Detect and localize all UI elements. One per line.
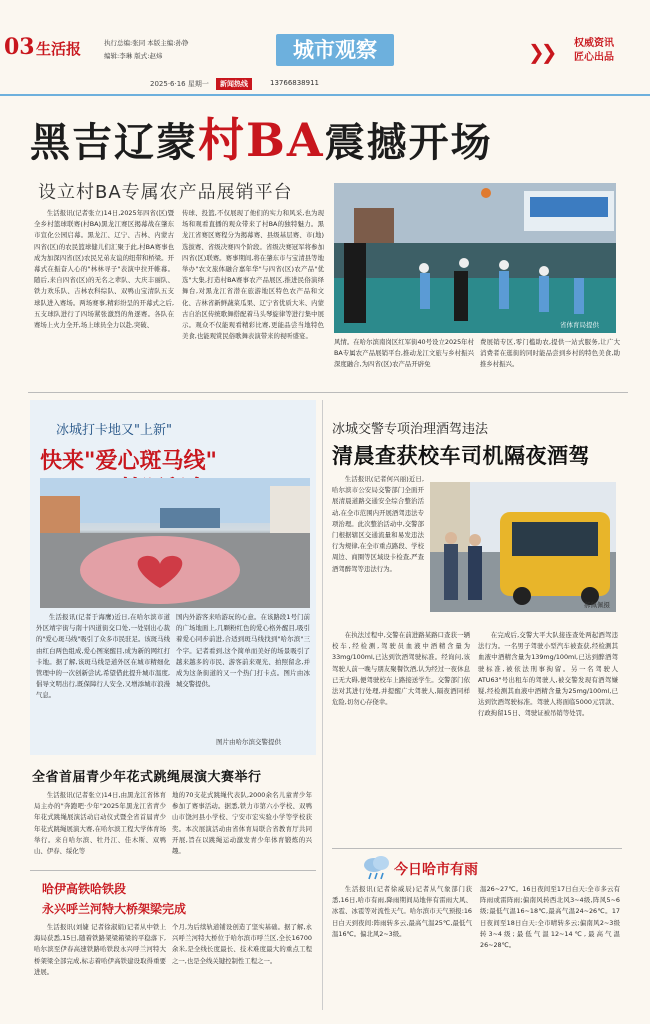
article1-text-3: 风情。在哈尔滨南岗区红军街40号设立2025年村BA专属农产品展销平台,推动龙江文旅与乡村振兴深度融合,为四省(区)农产品开辟免 [334,338,474,369]
article3-text-3: 在完成后,交警大平大队接连查处两起酒驾违法行为。一名男子驾驶小型汽车被查获,经检测其血液中酒精含量为139mg/100ml,已达到醉酒驾驶标准,被依法刑事拘留。另一名驾驶人ATU63"号出租车的驾驶人,被交警发现有酒驾嫌疑,经检测其血液中酒精含量为25mg/100ml,已达到饮酒驾驶标准。驾驶人将面临5000元罚款、行政拘留15日、驾驶证被吊销等处罚。 [478,631,618,718]
article1-column-3 [334,337,474,385]
photo1-caption: 省体育局提供 [560,321,599,329]
article5-column-2 [172,922,312,1014]
issue-date: 2025·6·16 星期一 [150,80,209,88]
article1-subhead: 设立村BA专属农产品展销平台 [38,182,293,203]
weather-divider [332,848,622,849]
masthead-rule [0,94,650,96]
weather-text-1: 生活报讯(记者徐威辰)记者从气象部门获悉,16日,哈市有雨,降雨期间局地伴有雷雨大风、冰雹、冰雹等对流性天气。哈尔滨市天气预报:16日白天到夜间:阵雨转多云,最高气温25℃,最低气温16℃。偏北风2~3级。 [332,885,472,938]
article2-headline-line1: 快来"爱心斑马线" [40,449,217,474]
article4-text-1: 生活报讯(记者张立)14日,由黑龙江省体育局主办的"奔跑吧·少年"2025年黑龙江省青少年花式跳绳展演活动启动仪式暨全省首届青少年花式跳绳展演大赛,在哈尔滨工程大学体育场举行。来自哈尔滨、牡丹江、佳木斯、双鸭山、伊春、绥化等 [34,791,166,856]
weather-text-2: 温26~27℃。16日夜间至17日白天:全市多云有阵雨或雷阵雨;偏南风转西北风3~4级,阵风5~6级;最低气温16~18℃,最高气温24~26℃。17日夜间至18日白天:全市晴转多云;偏南风2~3级转3~4级;最低气温12~14℃,最高气温26~28℃。 [480,885,620,950]
section-title: 城市观察 [276,34,394,66]
headline-highlight: 村BA [198,113,325,167]
headline-pre: 黑吉辽蒙 [30,119,198,166]
slogan-line1: 权威资讯 [574,38,614,49]
column-divider [322,400,323,1010]
weather-headline: 今日哈市有雨 [394,862,478,878]
article2-kicker: 冰城打卡地又"上新" [56,423,172,438]
article4-divider [30,870,316,871]
article5-headline-line1: 哈伊高铁哈铁段 [42,882,127,896]
article4-headline: 全省首届青少年花式跳绳展演大赛举行 [32,770,262,785]
article3-intro-column [332,474,424,626]
section-divider [28,392,628,393]
article2-text-2: 国内外游客来哈游玩的心意。在该路段1号门前的广场地面上,几颗粉红色的爱心格外醒目,吸引着爱心同步前进,合适到斑马线找到"哈尔滨"三个字。记者看到,这个简单而美好的场景吸引了越来越多的市民、游客前来观光、拍照留念,并成为这条街道的又一个热门打卡点。图片由冰城交警提供。 [176,613,310,689]
article2-column-2 [176,612,310,736]
school-bus-checkpoint-photo [430,482,616,612]
article1-headline [30,104,630,170]
editor-credits [104,37,254,63]
weather-column-1 [332,884,472,1014]
chevron-right-icon: ❯❯ [528,40,554,64]
basketball-game-photo [334,183,616,333]
article5-column-1 [34,922,166,1014]
weather-column-2 [480,884,620,1014]
article1-text-1: 生活报讯(记者张立)14日,2025年四省(区)暨全乡村篮球联赛(村BA)黑龙江赛区揭幕战在肇东市宣化公园启幕。黑龙江、辽宁、吉林、内蒙古四省(区)的农民篮球健儿们汇聚于此,村BA赛事也成为加深四省(区)农民兄弟友谊的纽带和桥梁。开幕式在振奋人心的"林林寻子"表演中拉开帷幕。随后,来自四省(区)的无名之辈队、大庆丰丽队、铁力欢乐队、吉林农科综队、双鸭山宝清队五支球队进入赛场。两场赛事,精彩纷呈的开幕式之后,五支球队进行了四场紧张激烈的角逐赛。各队在赛场上火力全开,场上球员全力以赴,突破、 [34,209,174,330]
hotline-number: 13766838911 [270,79,319,87]
article2-text-1: 生活报讯(记者于海鹰)近日,在哈尔滨市道外区靖宇街与南十四道街交口处,一处别出心裁的"爱心斑马线"吸引了众多市民驻足。该斑马线由红白两色组成,爱心图案醒目,成为新的网红打卡地。据了解,该斑马线是道外区在城市精细化管理中的一次创新尝试,希望借此提升城市温度,倡导文明出行,既保障行人安全,又增添城市浪漫气息。 [36,613,170,700]
hotline-badge: 新闻热线 [216,78,252,90]
article4-text-2: 地的70支花式跳绳代表队,2000余名儿童青少年参加了赛事活动。据悉,铁力市第六小学校、双鸭山市饶河县小学校、宁安市宏实验小学等学校获奖。本次展演活动由省体育局联合省教育厅共同开展,旨在以跳绳运动激发青少年体育锻炼的兴趣。 [172,791,312,856]
headline-post: 震撼开场 [324,119,493,166]
article5-text-2: 个月,为后续轨道铺设创造了坚实基础。据了解,永兴呼兰河特大桥位于哈尔滨市呼兰区,全长16700余米,是全线长度最长、技术难度最大的重点工程之一,也是全线关键控制性工程之一。 [172,923,312,965]
article3-column-2 [332,630,470,848]
article4-column-2 [172,790,312,868]
article5-headline-line2: 永兴呼兰河特大桥架梁完成 [42,902,187,916]
article3-text-2: 在执法过程中,交警在前进路某路口查获一辆校车,经检测,驾驶员血液中酒精含量为33mg/100ml,已达到饮酒驾驶标准。经询问,该驾驶人前一晚与朋友聚餐饮酒,认为经过一夜休息已无大碍,便驾驶校车上路接送学生。交警部门依法对其进行处理,并提醒广大驾驶人,隔夜酒同样危险,切勿心存侥幸。 [332,631,470,707]
article1-column-2 [182,208,324,376]
editor-credits-line1: 执行总编:张同 本版主编:孙铮 [104,39,189,47]
heart-crosswalk-photo [40,478,310,608]
article3-column-3 [478,630,618,848]
article3-kicker: 冰城交警专项治理酒驾违法 [332,422,489,437]
article3-headline: 清晨查获校车司机隔夜酒驾 [332,444,590,468]
article5-text-1: 生活报讯(刘婕 记者徐淑娟)记者从中铁上海局获悉,15日,随着铁路架梁箱梁的平稳落下,哈尔滨至伊春高速铁路哈铁段永兴呼兰河特大桥架梁全部完成,标志着哈伊高铁建设取得重要进展。 [34,923,166,976]
article1-column-1 [34,208,174,376]
page-number: 03 [4,34,35,60]
rain-cloud-icon [362,853,392,885]
photo3-caption: 郝佩佩摄 [584,601,610,609]
newspaper-brand: 生活报 [36,40,82,58]
article3-text-1: 生活报讯(记者何兴丽)近日,哈尔滨市公安局交警部门全面开展清晨道路交通安全综合整治活动,在全市范围内开展酒驾违法专项治理。此次整治活动中,交警部门根据辖区交通流量和易发违法行为规律,在全市重点路段、学校周边、商圈等区域设卡检查,严查酒驾醉驾等违法行为。 [332,475,424,573]
article2-column-1 [36,612,170,748]
slogan-line2: 匠心出品 [574,52,614,63]
article4-column-1 [34,790,166,868]
article1-text-4: 费展销专区,零门槛助农,提供一站式服务,让广大消费者在逛街的同时能品尝到乡村的特色美食,助推乡村振兴。 [480,338,620,369]
article1-text-2: 传球、投篮,不仅展现了他们的实力和风采,也为现场和观看直播的观众带来了村BA的独特魅力。黑龙江省赛区赛程分为揭幕赛、县级基层赛、市(地)选拔赛、省级决赛四个阶段。省级决赛冠军将参加四省(区)联赛。赛事期间,将在肇东市与宝清县等地举办"农文旅体融合嘉年华"与四省(区)农产品"优选"大集,打造村BA赛事农产品展区,推进民俗演绎舞台,对黑龙江省潜在旅游地区特色农产品和文化、吉林省新鲜蔬菜瓜果、辽宁省优质大米、内蒙古自治区传统歌舞搭配着马头琴旋律等进行集中展示。观众不仅能观看精彩比赛,更能品尝当地特色美食,也能观赏民俗歌舞表演带来的视听盛宴。 [182,209,324,341]
article2-caption: 图片由哈尔滨交警提供 [216,738,281,746]
article1-column-4 [480,337,620,385]
slogan [574,37,614,65]
editor-credits-line2: 编辑:李琳 版式:赵炜 [104,52,163,60]
